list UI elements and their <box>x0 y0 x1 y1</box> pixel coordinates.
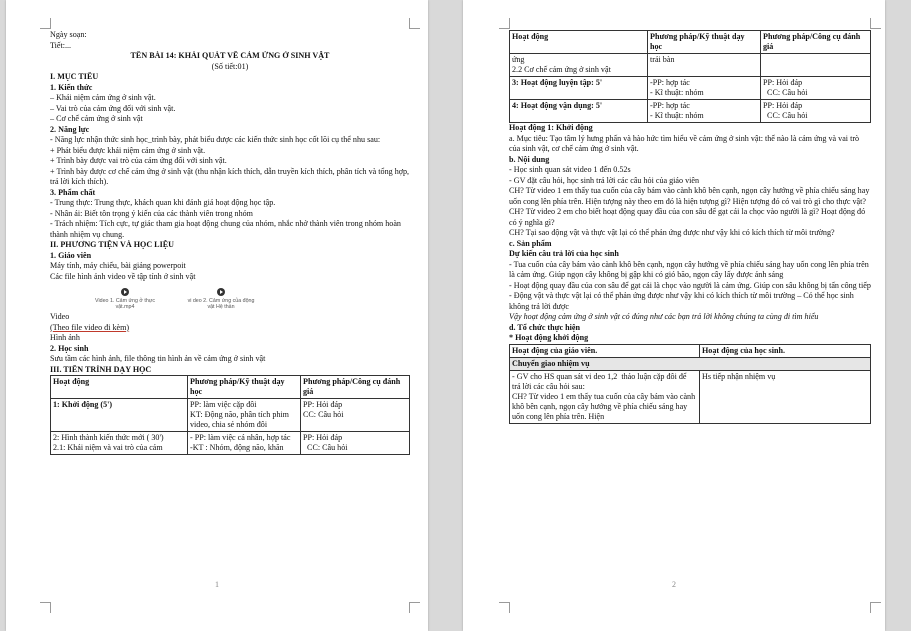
paragraph: + Trình bày được cơ chế cảm ứng ở sinh vật (thu nhận kích thích, dẫn truyền kích thích, phân tích và tổng hợp, trả lời kích thích). <box>50 166 410 186</box>
paragraph: - Trung thực: Trung thực, khách quan khi đánh giá hoạt động học tập. <box>50 198 276 207</box>
table-cell: -PP: hợp tác - Kĩ thuật: nhóm <box>648 77 761 100</box>
table-cell: - PP: làm việc cá nhân, hợp tác -KT : Nhóm, động não, khăn <box>188 432 301 455</box>
paragraph: 1. Giáo viên <box>50 250 92 260</box>
paragraph: 1. Kiến thức <box>50 82 93 92</box>
body-paragraphs-2 <box>50 312 410 375</box>
paragraph: III. TIẾN TRÌNH DẠY HỌC <box>50 364 152 374</box>
paragraph: – Cơ chế cảm ứng ở sinh vật <box>50 114 143 123</box>
table-row <box>510 54 871 77</box>
paragraph: a. Mục tiêu: Tạo tâm lý hưng phấn và hào hức tìm hiểu về cảm ứng ở sinh vật: thế nào là cảm ứng và vai trò của sinh vật, cơ chế cảm ứng ở sinh vật. <box>509 133 860 153</box>
section-row: Chuyển giao nhiệm vụ <box>510 357 871 370</box>
paragraph: CH? Tại sao động vật và thực vật lại có thể phản ứng được như vậy khi có kích thích từ môi trường? <box>509 228 835 237</box>
paragraph: CH? Từ video 2 em cho biết hoạt động quay đầu của con sâu để gạt cái la chọc vào người là gì? Hoạt động đó có ý nghĩa gì? <box>509 207 866 227</box>
table-cell: PP: Hỏi đáp CC: Câu hỏi <box>301 399 410 432</box>
table-cell: PP: Hỏi đáp CC: Câu hỏi <box>761 100 871 123</box>
paragraph: - Tua cuốn của cây bám vào cành khô bên cạnh, ngọn cây hướng về phía chiếu sáng hay uốn cong lên phía trên là cảm ứng. Giúp ngọn cây không bị gập khi có gió bão, ngọn cây lấy được ánh sáng <box>509 259 869 279</box>
table-row <box>51 399 410 432</box>
body-paragraphs <box>509 123 871 344</box>
video-file-name: Video 1. Cảm ứng ở thực vật.mp4 <box>95 298 155 310</box>
lesson-line: Tiết:... <box>50 40 72 50</box>
paragraph: Hình ảnh <box>50 333 80 342</box>
paragraph: Vậy hoạt động cảm ứng ở sinh vật có đúng như các bạn trả lời không chúng ta cùng đi tìm hiểu <box>509 312 819 321</box>
page-1-content[interactable] <box>50 30 410 455</box>
paragraph: – Vai trò của cảm ứng đối với sinh vật. <box>50 103 176 113</box>
paragraph: + Trình bày được vai trò của cảm ứng đối với sinh vật. <box>50 156 227 165</box>
column-header: Hoạt động <box>51 376 188 399</box>
column-header: Phương pháp/Kỹ thuật dạy học <box>648 31 761 54</box>
lesson-title: TÊN BÀI 14: KHÁI QUÁT VỀ CẢM ỨNG Ở SINH VẬT <box>130 51 330 60</box>
crop-mark-bottom-left <box>499 602 510 613</box>
paragraph: Các file hình ảnh video về tập tính ở sinh vật <box>50 271 196 281</box>
crop-mark-bottom-right <box>870 602 881 613</box>
paragraph: I. MỤC TIÊU <box>50 72 99 81</box>
column-header: Hoạt động <box>510 31 648 54</box>
paragraph: II. PHƯƠNG TIỆN VÀ HỌC LIỆU <box>50 240 174 249</box>
header-teacher: Hoạt động của giáo viên. <box>510 344 700 357</box>
table-row <box>510 100 871 123</box>
teacher-activity: - GV cho HS quan sát vi deo 1,2 thảo luận cặp đôi để trả lời các câu hỏi sau: CH? Từ video 1 em thấy tua cuốn của cây bám vào cành khô bên cạnh, ngọn cây hướng về phía chiếu sáng hay uốn cong lên phía trên. Hiện <box>510 370 700 423</box>
video-attachment-2[interactable] <box>186 288 256 310</box>
paragraph: Hoạt động 1: Khởi động <box>509 123 593 132</box>
activity-table <box>50 375 410 455</box>
paragraph: Video <box>50 312 70 321</box>
crop-mark-top-left <box>499 18 510 29</box>
paragraph: * Hoạt động khởi động <box>509 333 589 342</box>
page-2-content[interactable] <box>509 30 871 424</box>
video-attachments <box>90 288 410 310</box>
table-cell: ứng 2.2 Cơ chế cảm ứng ở sinh vật <box>510 54 648 77</box>
paragraph: d. Tổ chức thực hiện <box>509 322 580 332</box>
page-number: 2 <box>672 580 676 589</box>
table-cell: 3: Hoạt động luyện tập: 5' <box>510 77 648 100</box>
crop-mark-top-right <box>870 18 881 29</box>
crop-mark-top-left <box>40 18 51 29</box>
table-cell: 4: Hoạt động vận dụng: 5' <box>510 100 648 123</box>
table-cell: PP: làm việc cặp đôi KT: Động não, phân tích phim video, chia sẻ nhóm đôi <box>188 399 301 432</box>
table-cell: 2: Hình thành kiến thức mới ( 30') 2.1: Khái niệm và vai trò của cảm <box>51 432 188 455</box>
paragraph: - Nhân ái: Biết tôn trọng ý kiến của các thành viên trong nhóm <box>50 208 253 218</box>
column-header: Phương pháp/Công cụ đánh giá <box>761 31 871 54</box>
paragraph: Máy tính, máy chiếu, bài giảng powerpoit <box>50 261 186 270</box>
table-cell: trải bàn <box>648 54 761 77</box>
crop-mark-bottom-left <box>40 602 51 613</box>
paragraph: Dự kiến câu trả lời của học sinh <box>509 249 619 258</box>
lesson-subtitle: (Số tiết:01) <box>211 61 249 71</box>
paragraph: - Động vật và thực vật lại có thể phản ứng được như vậy khi có kích thích từ môi trường – Có thể học sinh không trả lời được <box>509 291 854 311</box>
student-activity: Hs tiếp nhận nhiệm vụ <box>700 370 871 423</box>
paragraph: - Trách nhiệm: Tích cực, tự giác tham gia hoạt động chung của nhóm, nhắc nhở thành viên trong nhóm hoàn thành nhiệm vụ chung. <box>50 219 401 239</box>
paragraph: c. Sản phẩm <box>509 238 552 248</box>
table-cell: -PP: hợp tác - Kĩ thuật: nhóm <box>648 100 761 123</box>
document-page-1 <box>6 0 428 631</box>
paragraph: (Theo file video đi kèm) <box>50 322 130 332</box>
table-cell: PP: Hỏi đáp CC: Câu hỏi <box>761 77 871 100</box>
play-icon <box>121 288 129 296</box>
paragraph: Sưu tầm các hình ảnh, file thông tin hình ản về cảm ứng ở sinh vật <box>50 354 266 363</box>
table-cell <box>761 54 871 77</box>
video-attachment-1[interactable] <box>90 288 160 310</box>
column-header: Phương pháp/Công cụ đánh giá <box>301 376 410 399</box>
document-page-2 <box>463 0 885 631</box>
date-line: Ngày soạn: <box>50 30 87 39</box>
page-number: 1 <box>215 580 219 589</box>
table-row <box>51 432 410 455</box>
paragraph: - Hoạt động quay đầu của con sâu để gạt cái là chọc vào người là cảm ứng. Giúp con sâu không bị tấn công tiếp <box>509 280 871 290</box>
body-paragraphs <box>50 72 410 282</box>
paragraph: + Phát biểu được khái niệm cảm ứng ở sinh vật. <box>50 145 206 155</box>
table-row <box>510 77 871 100</box>
table-cell: 1: Khởi động (5') <box>51 399 188 432</box>
teacher-student-table <box>509 344 871 424</box>
paragraph: - Học sinh quan sát video 1 đến 0.52s <box>509 165 631 174</box>
header-student: Hoạt động của học sinh. <box>700 344 871 357</box>
video-file-name: vi deo 2. Cảm ứng của động vật Hệ thần <box>187 298 255 310</box>
table-cell: PP: Hỏi đáp CC: Câu hỏi <box>301 432 410 455</box>
activity-table-continued <box>509 30 871 123</box>
paragraph: 3. Phẩm chất <box>50 187 96 197</box>
paragraph: - GV đặt câu hỏi, học sinh trả lời các câu hỏi của giáo viên <box>509 175 699 185</box>
play-icon <box>217 288 225 296</box>
paragraph: – Khái niệm cảm ứng ở sinh vật. <box>50 93 156 102</box>
paragraph: - Năng lực nhận thức sinh học_trình bày, phát biểu được các kiến thức sinh học cốt lõi cụ thể nhu sau: <box>50 135 381 144</box>
paragraph: CH? Từ video 1 em thấy tua cuốn của cây bám vào cành khô bên cạnh, ngọn cây hướng về phía chiếu sáng hay uốn cong lên phía trên. Hiện tượng này theo em đó là hiện tượng gì? Hiện tượng đó có vai trò gì cho thực vật? <box>509 186 870 206</box>
paragraph: b. Nội dung <box>509 154 550 164</box>
paragraph: 2. Học sinh <box>50 343 89 353</box>
crop-mark-top-right <box>409 18 420 29</box>
column-header: Phương pháp/Kỹ thuật dạy học <box>188 376 301 399</box>
crop-mark-bottom-right <box>409 602 420 613</box>
paragraph: 2. Năng lực <box>50 124 90 134</box>
